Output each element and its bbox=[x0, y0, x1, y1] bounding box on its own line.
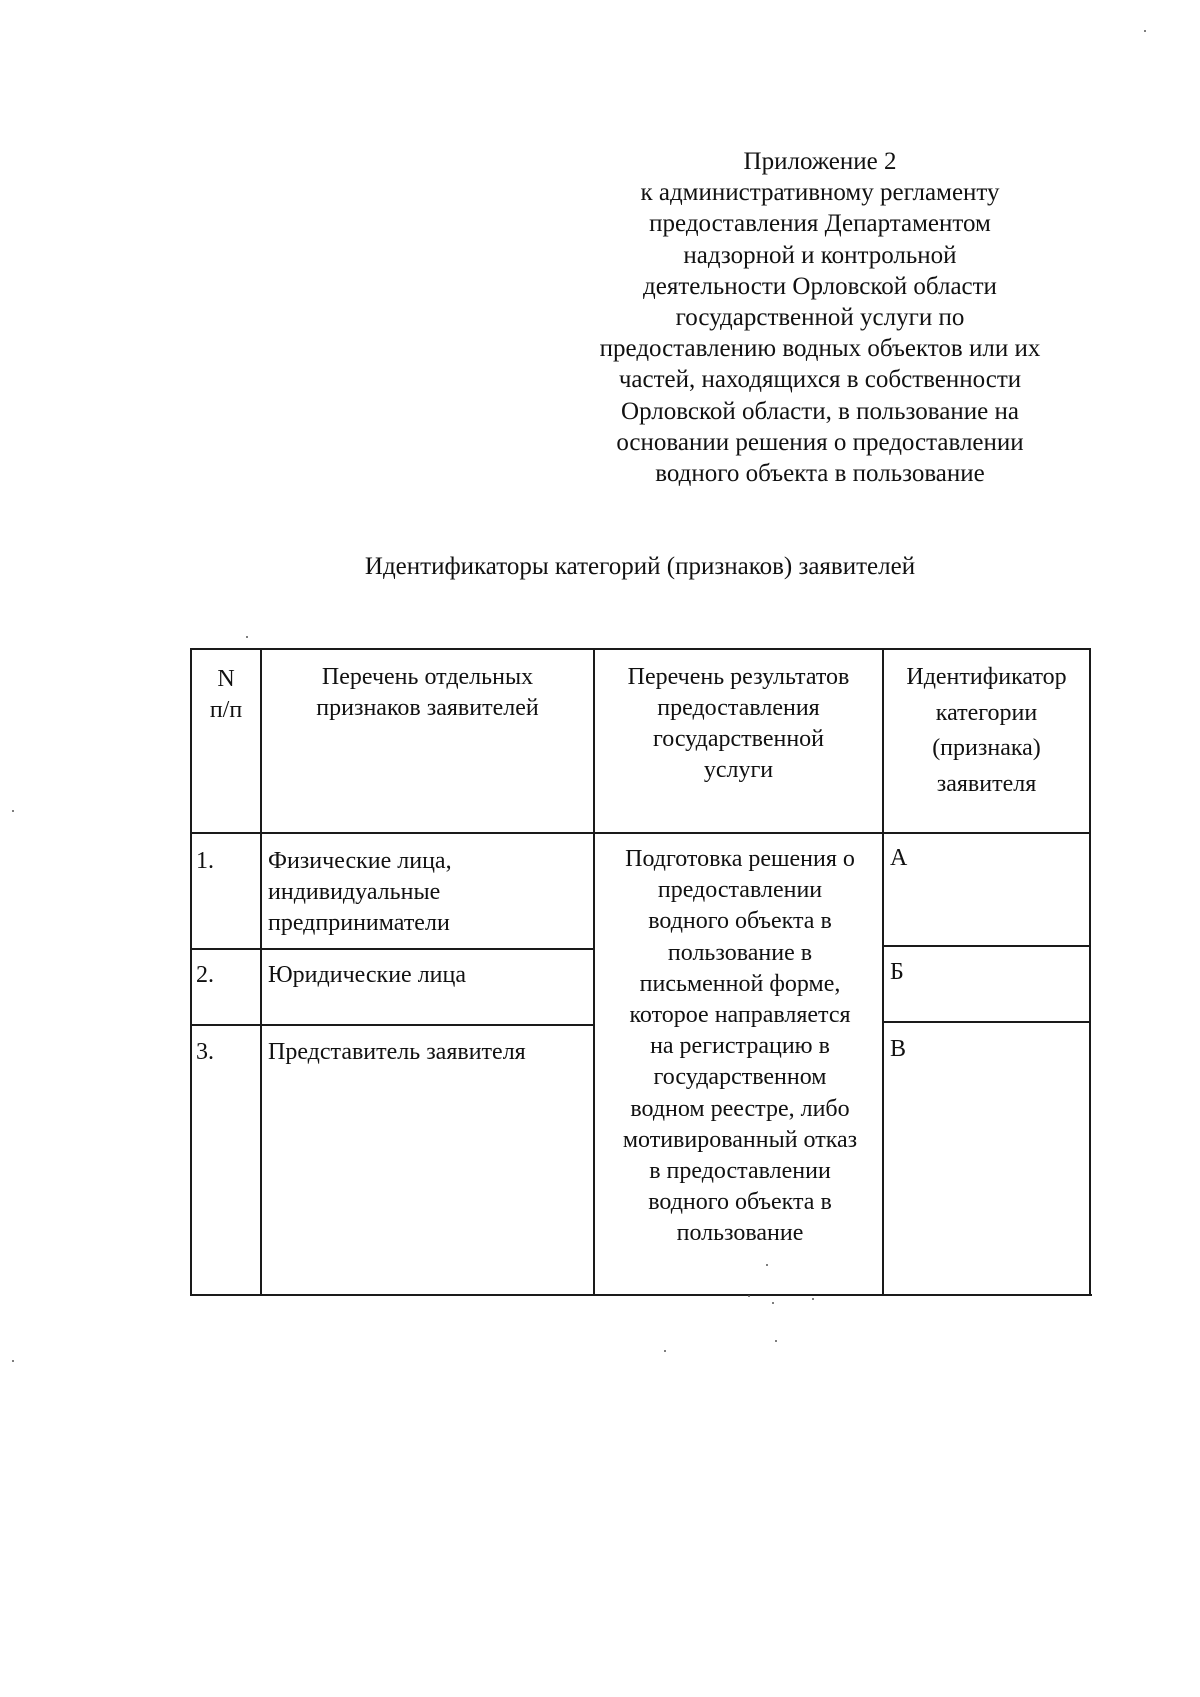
scan-speck bbox=[12, 810, 14, 812]
row-divider bbox=[882, 945, 1090, 947]
appendix-line: государственной услуги по bbox=[675, 304, 965, 332]
scan-speck bbox=[246, 636, 248, 638]
row-identifier: А bbox=[890, 845, 908, 871]
header-identifier: Идентификатор категории (признака) заявителя bbox=[906, 664, 1067, 797]
appendix-line: частей, находящихся в собственности bbox=[618, 366, 1022, 394]
scan-speck bbox=[766, 1264, 768, 1266]
scan-speck bbox=[812, 1298, 814, 1300]
table-border-bottom bbox=[190, 1294, 1092, 1296]
row-feature: Юридические лица bbox=[268, 962, 467, 988]
header-divider bbox=[190, 832, 1090, 834]
scan-speck bbox=[772, 1302, 774, 1304]
row-divider bbox=[190, 948, 594, 950]
appendix-header bbox=[575, 146, 1065, 489]
appendix-line: к административному регламенту bbox=[640, 179, 1000, 207]
row-identifier: Б bbox=[890, 959, 904, 985]
result-cell: Подготовка решения о предоставлении водного объекта в пользование в письменной форме, которое направляется на регистрацию в государственном водном реестре, либо мотивированный отказ в предоставлении водного объекта в пользование bbox=[622, 846, 858, 1247]
row-divider bbox=[882, 1021, 1090, 1023]
document-title: Идентификаторы категорий (признаков) заявителей bbox=[364, 553, 916, 580]
column-divider bbox=[260, 648, 262, 1296]
scan-speck bbox=[775, 1340, 777, 1342]
appendix-line: водного объекта в пользование bbox=[655, 460, 985, 488]
row-number: 1. bbox=[196, 848, 214, 874]
appendix-line: Приложение 2 bbox=[743, 148, 897, 175]
appendix-line: Орловской области, в пользование на bbox=[621, 397, 1019, 425]
row-feature: Физические лица, индивидуальные предприниматели bbox=[268, 848, 452, 936]
row-divider bbox=[190, 1024, 594, 1026]
row-identifier: В bbox=[890, 1036, 907, 1062]
table-border-top bbox=[190, 648, 1090, 650]
appendix-line: предоставлению водных объектов или их bbox=[599, 335, 1041, 363]
scan-speck bbox=[748, 1295, 750, 1297]
scan-speck bbox=[12, 1360, 14, 1362]
table-border-right bbox=[1089, 648, 1091, 1296]
header-results: Перечень результатов предоставления государственной услуги bbox=[627, 664, 850, 783]
row-number: 2. bbox=[196, 962, 214, 988]
table-border-left bbox=[190, 648, 192, 1296]
row-feature: Представитель заявителя bbox=[268, 1039, 526, 1065]
header-features: Перечень отдельных признаков заявителей bbox=[316, 664, 539, 721]
header-number: N п/п bbox=[209, 666, 243, 723]
scan-speck bbox=[664, 1350, 666, 1352]
row-number: 3. bbox=[196, 1039, 214, 1065]
appendix-line: деятельности Орловской области bbox=[643, 272, 997, 300]
appendix-line: предоставления Департаментом bbox=[649, 210, 991, 238]
scan-speck bbox=[1144, 30, 1146, 32]
appendix-line: надзорной и контрольной bbox=[683, 241, 957, 269]
appendix-line: основании решения о предоставлении bbox=[616, 428, 1024, 456]
